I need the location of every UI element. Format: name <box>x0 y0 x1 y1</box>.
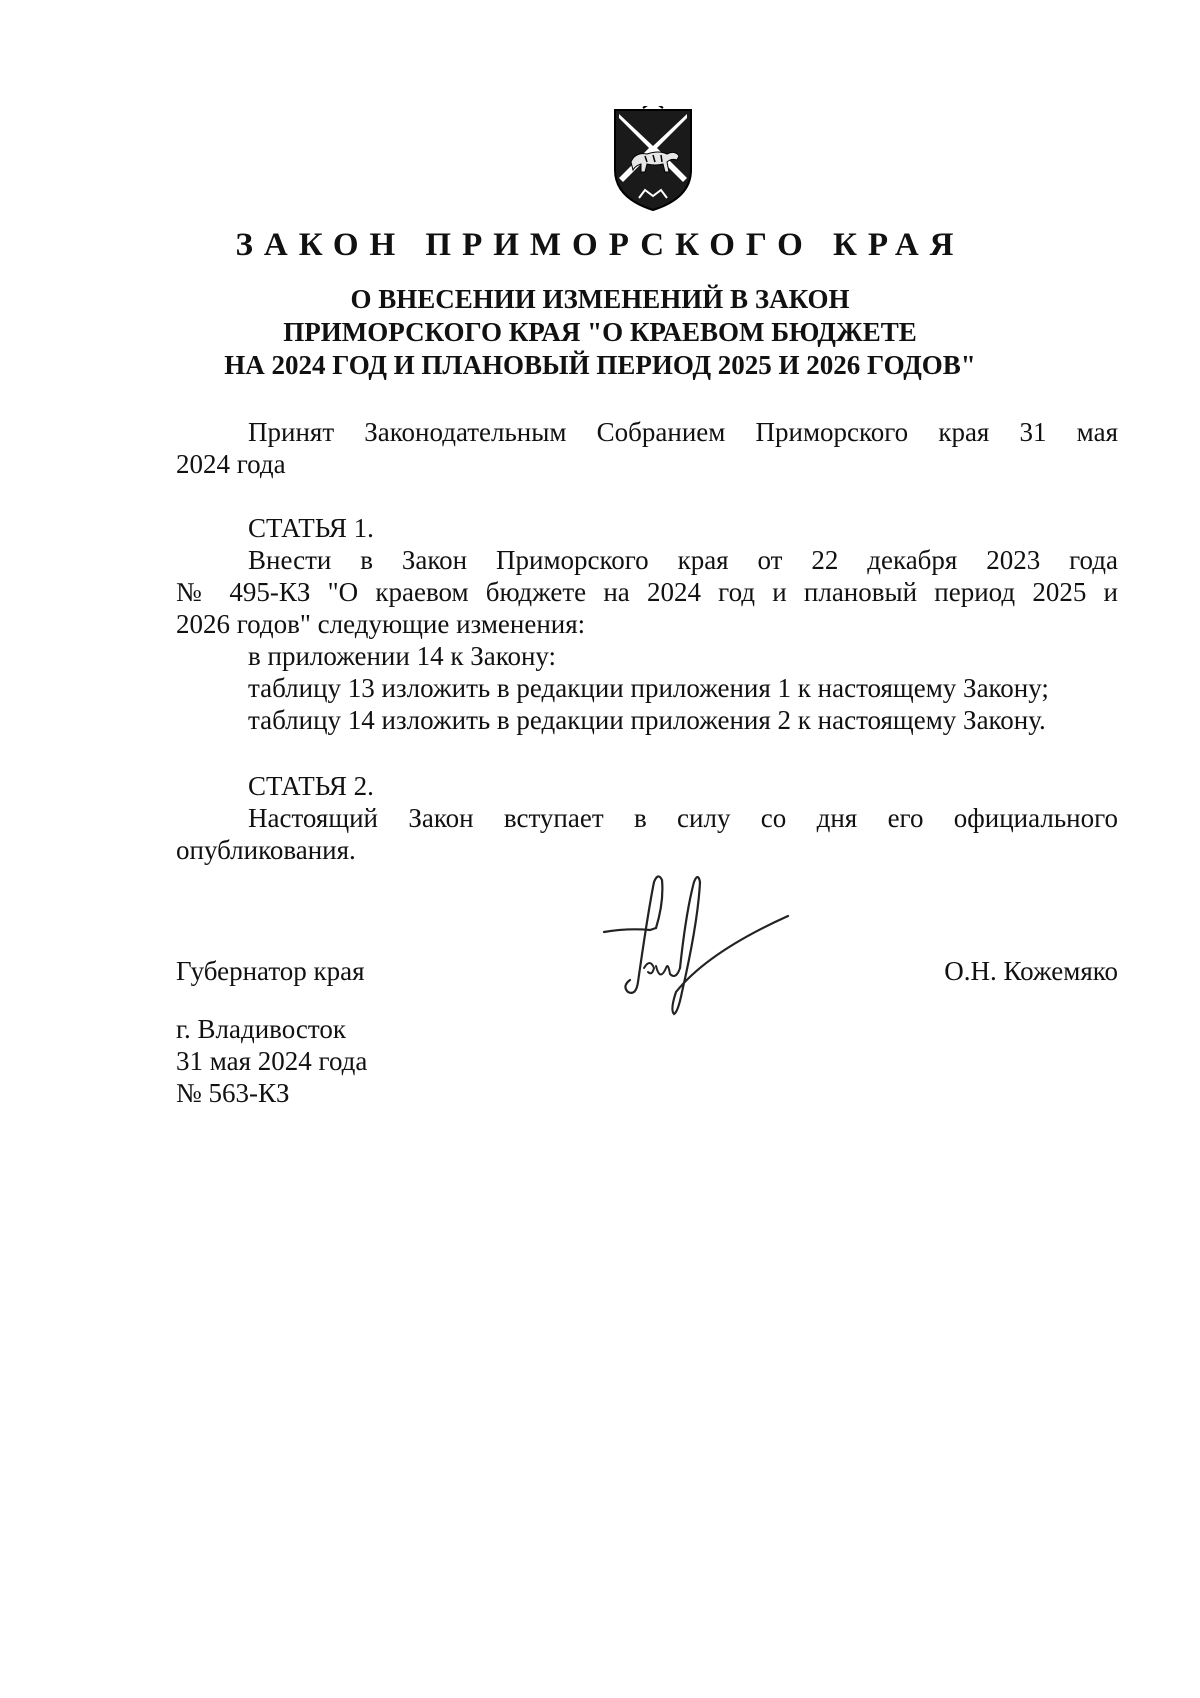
handwritten-signature-icon <box>598 872 796 1020</box>
date: 31 мая 2024 года <box>176 1046 368 1076</box>
subtitle-line: НА 2024 ГОД И ПЛАНОВЫЙ ПЕРИОД 2025 И 2026 ГОДОВ" <box>224 350 976 380</box>
place-date-number <box>176 1013 367 1109</box>
article-1-line: в приложении 14 к Закону: <box>248 641 557 671</box>
article-1-body <box>176 544 1118 736</box>
article-1-line: таблицу 14 изложить в редакции приложения 2 к настоящему Закону. <box>248 705 1046 735</box>
article-2-line: опубликования. <box>176 835 356 865</box>
article-1-line: 2026 годов" следующие изменения: <box>176 609 586 639</box>
signer-title: Губернатор края <box>176 956 365 986</box>
coat-of-arms-emblem-icon <box>605 106 701 214</box>
article-1-line: Внести в Закон Приморского края от 22 декабря 2023 года <box>248 545 1118 575</box>
law-title: ЗАКОН ПРИМОРСКОГО КРАЯ <box>235 227 965 263</box>
article-1-heading: СТАТЬЯ 1. <box>248 513 374 543</box>
place: г. Владивосток <box>176 1014 346 1044</box>
law-subtitle <box>0 283 1200 382</box>
article-1-line: № 495-КЗ "О краевом бюджете на 2024 год и плановый период 2025 и <box>176 577 1118 607</box>
adoption-line: 2024 года <box>176 449 286 479</box>
subtitle-line: О ВНЕСЕНИИ ИЗМЕНЕНИЙ В ЗАКОН <box>350 284 850 314</box>
adoption-line: Принят Законодательным Собранием Приморского края 31 мая <box>248 417 1118 447</box>
adoption-statement <box>176 416 1118 480</box>
law-number: № 563-КЗ <box>176 1078 290 1108</box>
article-2-line: Настоящий Закон вступает в силу со дня его официального <box>248 803 1118 833</box>
signer-name: О.Н. Кожемяко <box>944 956 1118 986</box>
article-2-heading: СТАТЬЯ 2. <box>248 771 374 801</box>
article-1-line: таблицу 13 изложить в редакции приложения 1 к настоящему Закону; <box>248 673 1049 703</box>
article-2-body <box>176 802 1118 866</box>
subtitle-line: ПРИМОРСКОГО КРАЯ "О КРАЕВОМ БЮДЖЕТЕ <box>283 317 917 347</box>
